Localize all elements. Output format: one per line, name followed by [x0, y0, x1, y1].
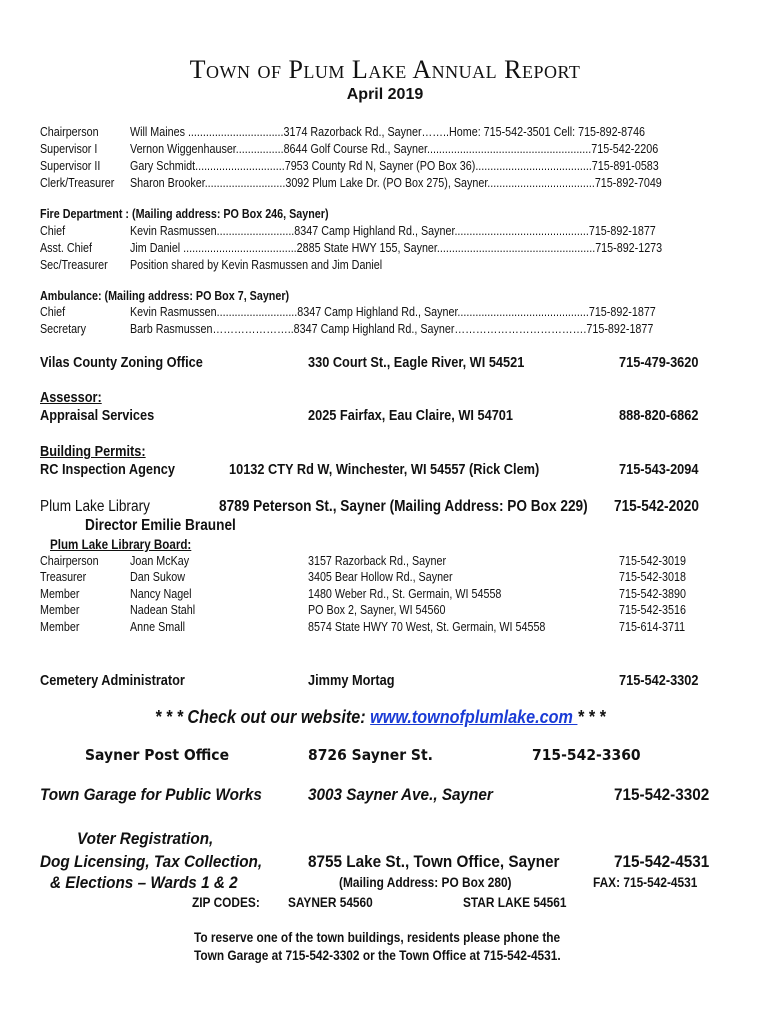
zoning-name: Vilas County Zoning Office — [40, 355, 203, 371]
website-line — [155, 707, 605, 728]
fire-heading: Fire Department : (Mailing address: PO Box 246, Sayner) — [40, 207, 329, 221]
officer-role: Supervisor I — [40, 142, 98, 156]
garage-address: 3003 Sayner Ave., Sayner — [308, 785, 493, 804]
board-phone: 715-542-3018 — [619, 570, 686, 584]
zoning-address: 330 Court St., Eagle River, WI 54521 — [308, 355, 525, 371]
zip-label: ZIP CODES: — [192, 895, 260, 910]
fire-role: Asst. Chief — [40, 241, 92, 255]
board-name: Nancy Nagel — [130, 587, 192, 601]
cemetery-name: Cemetery Administrator — [40, 673, 185, 689]
board-role: Chairperson — [40, 554, 99, 568]
board-role: Treasurer — [40, 570, 87, 584]
permits-phone: 715-543-2094 — [619, 462, 699, 478]
board-address: PO Box 2, Sayner, WI 54560 — [308, 603, 446, 617]
library-name: Plum Lake Library — [40, 498, 150, 515]
report-date: April 2019 — [346, 86, 424, 103]
board-address: 3157 Razorback Rd., Sayner — [308, 554, 447, 568]
officer-entry: Sharon Brooker...........................3092 Plum Lake Dr. (PO Box 275), Sayner....................................715-892-7049 — [130, 176, 662, 190]
post-office-name: Sayner Post Office — [85, 746, 230, 764]
fire-entry: Jim Daniel ......................................2885 State HWY 155, Sayner.....................................................715-892-1273 — [130, 241, 663, 255]
board-phone: 715-542-3019 — [619, 554, 686, 568]
board-role: Member — [40, 620, 80, 634]
ambulance-role: Chief — [40, 305, 66, 319]
permits-name: RC Inspection Agency — [40, 462, 175, 478]
website-prefix: * * * Check out our website: — [155, 707, 371, 727]
fire-role: Chief — [40, 224, 66, 238]
assessor-heading: Assessor: — [40, 390, 102, 406]
cemetery-person: Jimmy Mortag — [308, 673, 395, 689]
fire-role: Sec/Treasurer — [40, 258, 108, 272]
fire-entry: Position shared by Kevin Rasmussen and Jim Daniel — [130, 258, 383, 272]
ambulance-entry: Barb Rasmussen…………………..8347 Camp Highland Rd., Sayner……………………………….715-892-1877 — [130, 322, 654, 336]
library-phone: 715-542-2020 — [614, 498, 699, 515]
board-address: 3405 Bear Hollow Rd., Sayner — [308, 570, 453, 584]
zip-sayner: SAYNER 54560 — [288, 895, 373, 910]
board-phone: 715-542-3890 — [619, 587, 686, 601]
library-board-heading: Plum Lake Library Board: — [50, 537, 192, 552]
board-role: Member — [40, 587, 80, 601]
assessor-phone: 888-820-6862 — [619, 408, 699, 424]
town-office-mailing: (Mailing Address: PO Box 280) — [339, 875, 512, 890]
permits-address: 10132 CTY Rd W, Winchester, WI 54557 (Rick Clem) — [229, 462, 540, 478]
board-name: Anne Small — [130, 620, 185, 634]
officer-role: Supervisor II — [40, 159, 101, 173]
website-suffix: * * * — [577, 707, 606, 727]
town-office-line2: Dog Licensing, Tax Collection, — [40, 852, 263, 871]
board-role: Member — [40, 603, 80, 617]
officer-role: Chairperson — [40, 125, 99, 139]
board-address: 1480 Weber Rd., St. Germain, WI 54558 — [308, 587, 502, 601]
fire-entry: Kevin Rasmussen..........................8347 Camp Highland Rd., Sayner.............................................715-892-1877 — [130, 224, 656, 238]
cemetery-phone: 715-542-3302 — [619, 673, 699, 689]
zip-starlake: STAR LAKE 54561 — [463, 895, 567, 910]
officer-entry: Will Maines ................................3174 Razorback Rd., Sayner……..Home: 715-542-3501 Cell: 715-892-8746 — [130, 125, 646, 139]
board-phone: 715-614-3711 — [619, 620, 686, 634]
town-office-line1: Voter Registration, — [77, 829, 214, 848]
website-link[interactable]: www.townofplumlake.com — [370, 707, 578, 727]
page-title: Town of Plum Lake Annual Report — [189, 55, 581, 84]
town-office-line3: & Elections – Wards 1 & 2 — [50, 873, 238, 892]
ambulance-entry: Kevin Rasmussen...........................8347 Camp Highland Rd., Sayner............................................715-892-1877 — [130, 305, 656, 319]
garage-phone: 715-542-3302 — [614, 785, 710, 804]
zoning-phone: 715-479-3620 — [619, 355, 699, 371]
library-address: 8789 Peterson St., Sayner (Mailing Address: PO Box 229) — [219, 498, 588, 515]
assessor-address: 2025 Fairfax, Eau Claire, WI 54701 — [308, 408, 513, 424]
garage-name: Town Garage for Public Works — [40, 785, 262, 804]
footer-line1: To reserve one of the town buildings, residents please phone the — [194, 930, 561, 945]
board-name: Joan McKay — [130, 554, 190, 568]
ambulance-heading: Ambulance: (Mailing address: PO Box 7, Sayner) — [40, 289, 290, 303]
town-office-phone: 715-542-4531 — [614, 852, 710, 871]
officer-entry: Gary Schmidt..............................7953 County Rd N, Sayner (PO Box 36).......................................715-891-0583 — [130, 159, 659, 173]
ambulance-role: Secretary — [40, 322, 87, 336]
post-office-phone: 715-542-3360 — [532, 746, 641, 764]
board-name: Nadean Stahl — [130, 603, 196, 617]
officer-role: Clerk/Treasurer — [40, 176, 115, 190]
assessor-name: Appraisal Services — [40, 408, 155, 424]
library-director: Director Emilie Braunel — [85, 517, 236, 534]
footer-line2: Town Garage at 715-542-3302 or the Town Office at 715-542-4531. — [194, 948, 561, 963]
board-address: 8574 State HWY 70 West, St. Germain, WI 54558 — [308, 620, 546, 634]
town-office-fax: FAX: 715-542-4531 — [593, 875, 698, 890]
officer-entry: Vernon Wiggenhauser................8644 Golf Course Rd., Sayner.......................................................715-542-2206 — [130, 142, 659, 156]
town-office-address: 8755 Lake St., Town Office, Sayner — [308, 852, 560, 871]
board-name: Dan Sukow — [130, 570, 185, 584]
board-phone: 715-542-3516 — [619, 603, 686, 617]
post-office-address: 8726 Sayner St. — [308, 746, 433, 764]
permits-heading: Building Permits: — [40, 444, 146, 460]
